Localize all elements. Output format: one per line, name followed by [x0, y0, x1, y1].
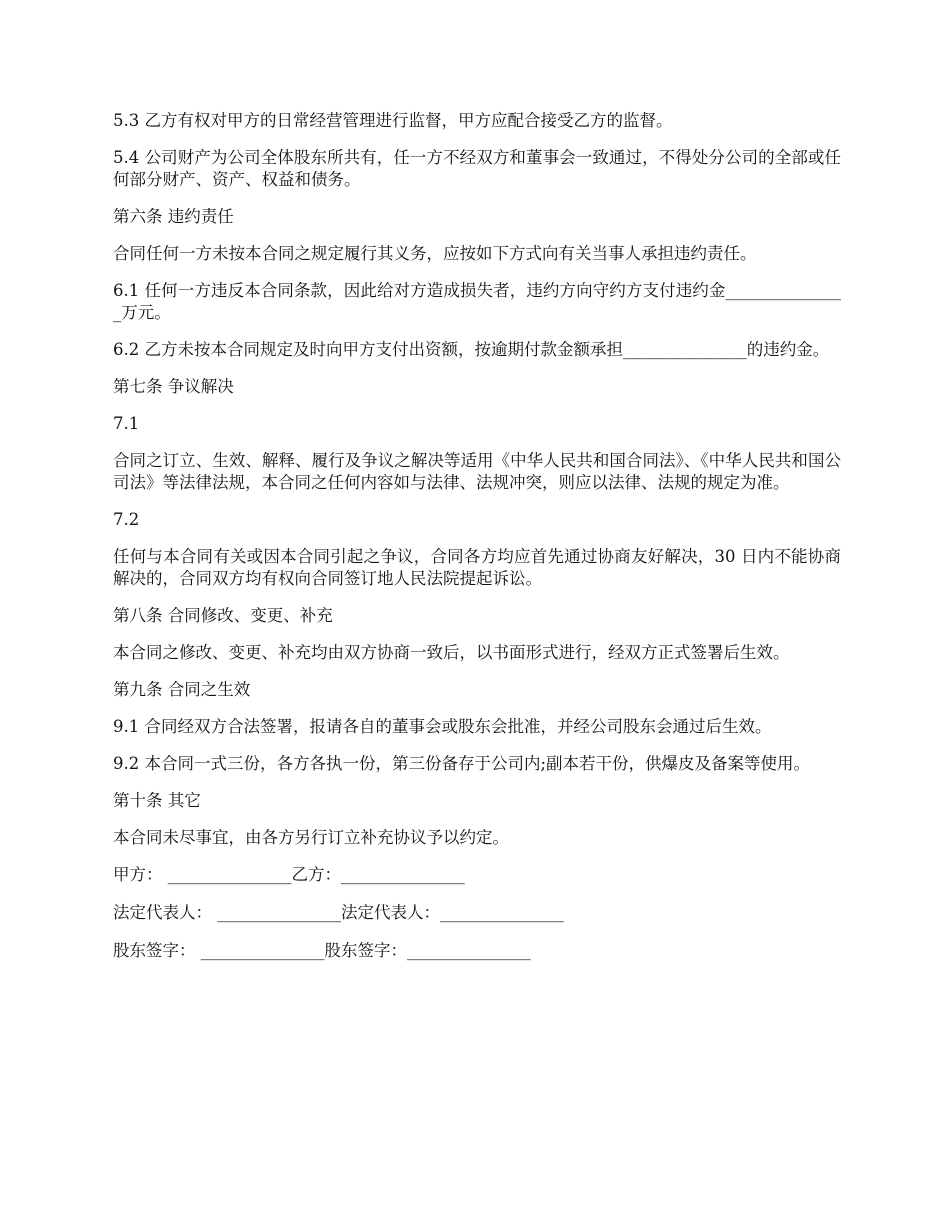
article-9-heading: 第九条 合同之生效: [113, 680, 251, 699]
clause-5-3: 5.3 乙方有权对甲方的日常经营管理进行监督，甲方应配合接受乙方的监督。: [113, 111, 673, 130]
signature-party-line: 甲方： _______________乙方：_______________: [113, 865, 465, 884]
article-7-heading: 第七条 争议解决: [113, 377, 234, 396]
clause-7-2-number: 7.2: [113, 510, 140, 529]
signature-representative-line: 法定代表人： _______________法定代表人：_______________: [113, 903, 564, 922]
clause-6-1: 6.1 任何一方违反本合同条款，因此给对方造成损失者，违约方向守约方支付违约金_______________万元。: [113, 281, 841, 322]
clause-6-2: 6.2 乙方未按本合同规定及时向甲方支付出资额，按逾期付款金额承担_______________的违约金。: [113, 340, 830, 359]
article-10-heading: 第十条 其它: [113, 791, 201, 810]
article-6-heading: 第六条 违约责任: [113, 207, 234, 226]
clause-7-1-text: 合同之订立、生效、解释、履行及争议之解决等适用《中华人民共和国合同法》、《中华人民共和国公司法》等法律法规，本合同之任何内容如与法律、法规冲突，则应以法律、法规的规定为准。: [113, 451, 841, 492]
clause-7-2-text: 任何与本合同有关或因本合同引起之争议，合同各方均应首先通过协商友好解决，30 日内不能协商解决的，合同双方均有权向合同签订地人民法院提起诉讼。: [113, 547, 841, 588]
clause-9-2: 9.2 本合同一式三份，各方各执一份，第三份备存于公司内;副本若干份，供爆皮及备案等使用。: [113, 754, 811, 773]
signature-shareholder-line: 股东签字： _______________股东签字：_______________: [113, 941, 531, 960]
article-10-text: 本合同未尽事宜，由各方另行订立补充协议予以约定。: [113, 828, 509, 847]
article-8-text: 本合同之修改、变更、补充均由双方协商一致后，以书面形式进行，经双方正式签署后生效。: [113, 643, 790, 662]
article-6-intro: 合同任何一方未按本合同之规定履行其义务，应按如下方式向有关当事人承担违约责任。: [113, 244, 757, 263]
clause-5-4: 5.4 公司财产为公司全体股东所共有，任一方不经双方和董事会一致通过，不得处分公司的全部或任何部分财产、资产、权益和债务。: [113, 148, 841, 189]
clause-9-1: 9.1 合同经双方合法签署，报请各自的董事会或股东会批准，并经公司股东会通过后生效。: [113, 717, 772, 736]
article-8-heading: 第八条 合同修改、变更、补充: [113, 606, 333, 625]
document-page: [113, 110, 841, 978]
clause-7-1-number: 7.1: [113, 414, 140, 433]
